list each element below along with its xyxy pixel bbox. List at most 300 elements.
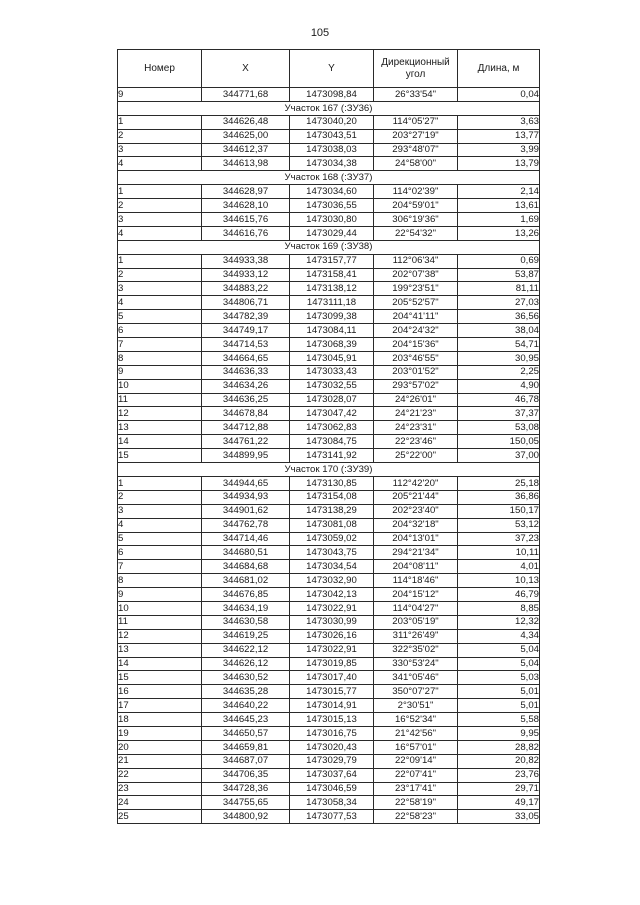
point-number: 10 <box>118 379 202 393</box>
table-row <box>118 421 540 435</box>
x-coordinate: 344944,65 <box>202 476 290 490</box>
table-row <box>118 338 540 352</box>
y-coordinate: 1473154,08 <box>290 490 374 504</box>
y-coordinate: 1473043,75 <box>290 546 374 560</box>
table-row <box>118 754 540 768</box>
table-row <box>118 518 540 532</box>
direction-angle: 306°19'36" <box>374 213 458 227</box>
y-coordinate: 1473026,16 <box>290 629 374 643</box>
table-row <box>118 601 540 615</box>
x-coordinate: 344800,92 <box>202 810 290 824</box>
direction-angle: 322°35'02" <box>374 643 458 657</box>
direction-angle: 199°23'51" <box>374 282 458 296</box>
table-row <box>118 296 540 310</box>
direction-angle: 22°09'14" <box>374 754 458 768</box>
table-row <box>118 810 540 824</box>
y-coordinate: 1473017,40 <box>290 671 374 685</box>
x-coordinate: 344728,36 <box>202 782 290 796</box>
point-number: 15 <box>118 671 202 685</box>
length: 5,03 <box>458 671 540 685</box>
x-coordinate: 344628,97 <box>202 185 290 199</box>
point-number: 21 <box>118 754 202 768</box>
point-number: 20 <box>118 740 202 754</box>
y-coordinate: 1473030,80 <box>290 213 374 227</box>
section-title: Участок 170 (:ЗУ39) <box>118 463 540 477</box>
direction-angle: 204°59'01" <box>374 199 458 213</box>
table-row <box>118 199 540 213</box>
x-coordinate: 344664,65 <box>202 351 290 365</box>
x-coordinate: 344619,25 <box>202 629 290 643</box>
table-row <box>118 699 540 713</box>
y-coordinate: 1473111,18 <box>290 296 374 310</box>
length: 13,77 <box>458 129 540 143</box>
x-coordinate: 344883,22 <box>202 282 290 296</box>
direction-angle: 205°52'57" <box>374 296 458 310</box>
table-row <box>118 88 540 102</box>
length: 27,03 <box>458 296 540 310</box>
x-coordinate: 344635,28 <box>202 685 290 699</box>
direction-angle: 24°26'01" <box>374 393 458 407</box>
direction-angle: 311°26'49" <box>374 629 458 643</box>
length: 33,05 <box>458 810 540 824</box>
table-row <box>118 574 540 588</box>
y-coordinate: 1473130,85 <box>290 476 374 490</box>
y-coordinate: 1473022,91 <box>290 643 374 657</box>
point-number: 18 <box>118 713 202 727</box>
header-x: X <box>202 50 290 88</box>
x-coordinate: 344630,58 <box>202 615 290 629</box>
y-coordinate: 1473034,60 <box>290 185 374 199</box>
y-coordinate: 1473029,79 <box>290 754 374 768</box>
x-coordinate: 344934,93 <box>202 490 290 504</box>
y-coordinate: 1473014,91 <box>290 699 374 713</box>
x-coordinate: 344645,23 <box>202 713 290 727</box>
length: 150,05 <box>458 435 540 449</box>
y-coordinate: 1473015,77 <box>290 685 374 699</box>
x-coordinate: 344625,00 <box>202 129 290 143</box>
length: 2,14 <box>458 185 540 199</box>
point-number: 4 <box>118 157 202 171</box>
table-row <box>118 504 540 518</box>
y-coordinate: 1473158,41 <box>290 268 374 282</box>
point-number: 2 <box>118 490 202 504</box>
point-number: 5 <box>118 310 202 324</box>
length: 5,01 <box>458 685 540 699</box>
length: 3,99 <box>458 143 540 157</box>
table-row <box>118 324 540 338</box>
y-coordinate: 1473042,13 <box>290 588 374 602</box>
length: 5,04 <box>458 643 540 657</box>
length: 4,01 <box>458 560 540 574</box>
length: 29,71 <box>458 782 540 796</box>
direction-angle: 293°57'02" <box>374 379 458 393</box>
section-row <box>118 463 540 477</box>
length: 53,12 <box>458 518 540 532</box>
point-number: 5 <box>118 532 202 546</box>
y-coordinate: 1473022,91 <box>290 601 374 615</box>
y-coordinate: 1473032,90 <box>290 574 374 588</box>
point-number: 6 <box>118 546 202 560</box>
table-row <box>118 351 540 365</box>
table-row <box>118 740 540 754</box>
table-row <box>118 796 540 810</box>
section-title: Участок 169 (:ЗУ38) <box>118 240 540 254</box>
point-number: 2 <box>118 199 202 213</box>
x-coordinate: 344650,57 <box>202 726 290 740</box>
point-number: 16 <box>118 685 202 699</box>
table-row <box>118 671 540 685</box>
direction-angle: 16°57'01" <box>374 740 458 754</box>
table-row <box>118 185 540 199</box>
table-row <box>118 393 540 407</box>
table-row <box>118 726 540 740</box>
x-coordinate: 344634,19 <box>202 601 290 615</box>
point-number: 1 <box>118 115 202 129</box>
x-coordinate: 344762,78 <box>202 518 290 532</box>
y-coordinate: 1473081,08 <box>290 518 374 532</box>
length: 0,04 <box>458 88 540 102</box>
y-coordinate: 1473068,39 <box>290 338 374 352</box>
length: 5,58 <box>458 713 540 727</box>
direction-angle: 294°21'34" <box>374 546 458 560</box>
point-number: 8 <box>118 574 202 588</box>
x-coordinate: 344678,84 <box>202 407 290 421</box>
y-coordinate: 1473030,99 <box>290 615 374 629</box>
x-coordinate: 344712,88 <box>202 421 290 435</box>
direction-angle: 114°04'27" <box>374 601 458 615</box>
direction-angle: 112°06'34" <box>374 254 458 268</box>
x-coordinate: 344761,22 <box>202 435 290 449</box>
length: 30,95 <box>458 351 540 365</box>
x-coordinate: 344714,53 <box>202 338 290 352</box>
y-coordinate: 1473099,38 <box>290 310 374 324</box>
y-coordinate: 1473038,03 <box>290 143 374 157</box>
length: 9,95 <box>458 726 540 740</box>
y-coordinate: 1473034,38 <box>290 157 374 171</box>
x-coordinate: 344616,76 <box>202 226 290 240</box>
point-number: 7 <box>118 338 202 352</box>
y-coordinate: 1473046,59 <box>290 782 374 796</box>
section-title: Участок 167 (:ЗУ36) <box>118 101 540 115</box>
direction-angle: 26°33'54" <box>374 88 458 102</box>
y-coordinate: 1473045,91 <box>290 351 374 365</box>
y-coordinate: 1473098,84 <box>290 88 374 102</box>
direction-angle: 2°30'51" <box>374 699 458 713</box>
direction-angle: 22°58'19" <box>374 796 458 810</box>
direction-angle: 204°15'36" <box>374 338 458 352</box>
y-coordinate: 1473084,75 <box>290 435 374 449</box>
direction-angle: 114°02'39" <box>374 185 458 199</box>
y-coordinate: 1473028,07 <box>290 393 374 407</box>
table-row <box>118 768 540 782</box>
direction-angle: 341°05'46" <box>374 671 458 685</box>
direction-angle: 204°24'32" <box>374 324 458 338</box>
length: 46,79 <box>458 588 540 602</box>
table-row <box>118 435 540 449</box>
section-row <box>118 101 540 115</box>
table-row <box>118 115 540 129</box>
point-number: 3 <box>118 282 202 296</box>
length: 49,17 <box>458 796 540 810</box>
x-coordinate: 344659,81 <box>202 740 290 754</box>
table-row <box>118 560 540 574</box>
point-number: 9 <box>118 588 202 602</box>
y-coordinate: 1473141,92 <box>290 449 374 463</box>
point-number: 8 <box>118 351 202 365</box>
table-row <box>118 546 540 560</box>
y-coordinate: 1473138,12 <box>290 282 374 296</box>
y-coordinate: 1473040,20 <box>290 115 374 129</box>
point-number: 4 <box>118 296 202 310</box>
point-number: 6 <box>118 324 202 338</box>
y-coordinate: 1473058,34 <box>290 796 374 810</box>
x-coordinate: 344626,12 <box>202 657 290 671</box>
x-coordinate: 344628,10 <box>202 199 290 213</box>
point-number: 12 <box>118 407 202 421</box>
y-coordinate: 1473016,75 <box>290 726 374 740</box>
length: 5,04 <box>458 657 540 671</box>
length: 10,11 <box>458 546 540 560</box>
x-coordinate: 344749,17 <box>202 324 290 338</box>
point-number: 25 <box>118 810 202 824</box>
header-y: Y <box>290 50 374 88</box>
point-number: 9 <box>118 365 202 379</box>
x-coordinate: 344933,38 <box>202 254 290 268</box>
direction-angle: 24°58'00" <box>374 157 458 171</box>
length: 37,37 <box>458 407 540 421</box>
length: 0,69 <box>458 254 540 268</box>
y-coordinate: 1473047,42 <box>290 407 374 421</box>
direction-angle: 203°27'19" <box>374 129 458 143</box>
y-coordinate: 1473043,51 <box>290 129 374 143</box>
direction-angle: 293°48'07" <box>374 143 458 157</box>
point-number: 11 <box>118 615 202 629</box>
length: 36,56 <box>458 310 540 324</box>
table-row <box>118 226 540 240</box>
length: 13,61 <box>458 199 540 213</box>
table-row <box>118 615 540 629</box>
length: 28,82 <box>458 740 540 754</box>
length: 20,82 <box>458 754 540 768</box>
point-number: 23 <box>118 782 202 796</box>
table-row <box>118 282 540 296</box>
direction-angle: 22°58'23" <box>374 810 458 824</box>
x-coordinate: 344676,85 <box>202 588 290 602</box>
direction-angle: 114°05'27" <box>374 115 458 129</box>
direction-angle: 202°07'38" <box>374 268 458 282</box>
y-coordinate: 1473062,83 <box>290 421 374 435</box>
x-coordinate: 344622,12 <box>202 643 290 657</box>
point-number: 19 <box>118 726 202 740</box>
point-number: 3 <box>118 213 202 227</box>
y-coordinate: 1473034,54 <box>290 560 374 574</box>
length: 4,90 <box>458 379 540 393</box>
point-number: 1 <box>118 185 202 199</box>
point-number: 9 <box>118 88 202 102</box>
x-coordinate: 344687,07 <box>202 754 290 768</box>
length: 13,79 <box>458 157 540 171</box>
table-row <box>118 657 540 671</box>
y-coordinate: 1473036,55 <box>290 199 374 213</box>
point-number: 14 <box>118 657 202 671</box>
section-row <box>118 240 540 254</box>
table-row <box>118 143 540 157</box>
point-number: 10 <box>118 601 202 615</box>
length: 38,04 <box>458 324 540 338</box>
direction-angle: 112°42'20" <box>374 476 458 490</box>
table-row <box>118 268 540 282</box>
table-row <box>118 254 540 268</box>
header-angle: Дирекционный угол <box>374 50 458 88</box>
table-row <box>118 713 540 727</box>
x-coordinate: 344782,39 <box>202 310 290 324</box>
table-row <box>118 310 540 324</box>
table-row <box>118 629 540 643</box>
point-number: 2 <box>118 268 202 282</box>
point-number: 2 <box>118 129 202 143</box>
length: 36,86 <box>458 490 540 504</box>
direction-angle: 204°08'11" <box>374 560 458 574</box>
y-coordinate: 1473032,55 <box>290 379 374 393</box>
header-row <box>118 50 540 88</box>
direction-angle: 22°54'32" <box>374 226 458 240</box>
direction-angle: 24°23'31" <box>374 421 458 435</box>
table-row <box>118 643 540 657</box>
length: 37,00 <box>458 449 540 463</box>
direction-angle: 25°22'00" <box>374 449 458 463</box>
coordinates-table <box>117 49 540 824</box>
x-coordinate: 344626,48 <box>202 115 290 129</box>
length: 12,32 <box>458 615 540 629</box>
direction-angle: 16°52'34" <box>374 713 458 727</box>
point-number: 14 <box>118 435 202 449</box>
x-coordinate: 344636,25 <box>202 393 290 407</box>
table-row <box>118 532 540 546</box>
x-coordinate: 344636,33 <box>202 365 290 379</box>
table-row <box>118 449 540 463</box>
direction-angle: 203°01'52" <box>374 365 458 379</box>
point-number: 12 <box>118 629 202 643</box>
direction-angle: 22°07'41" <box>374 768 458 782</box>
point-number: 4 <box>118 226 202 240</box>
y-coordinate: 1473037,64 <box>290 768 374 782</box>
x-coordinate: 344684,68 <box>202 560 290 574</box>
length: 13,26 <box>458 226 540 240</box>
section-row <box>118 171 540 185</box>
length: 46,78 <box>458 393 540 407</box>
point-number: 17 <box>118 699 202 713</box>
point-number: 24 <box>118 796 202 810</box>
length: 54,71 <box>458 338 540 352</box>
table-row <box>118 490 540 504</box>
table-row <box>118 365 540 379</box>
header-num: Номер <box>118 50 202 88</box>
length: 150,17 <box>458 504 540 518</box>
direction-angle: 22°23'46" <box>374 435 458 449</box>
length: 1,69 <box>458 213 540 227</box>
direction-angle: 330°53'24" <box>374 657 458 671</box>
x-coordinate: 344933,12 <box>202 268 290 282</box>
x-coordinate: 344615,76 <box>202 213 290 227</box>
x-coordinate: 344680,51 <box>202 546 290 560</box>
direction-angle: 203°05'19" <box>374 615 458 629</box>
table-row <box>118 407 540 421</box>
point-number: 4 <box>118 518 202 532</box>
length: 23,76 <box>458 768 540 782</box>
table-row <box>118 782 540 796</box>
table-row <box>118 129 540 143</box>
point-number: 3 <box>118 504 202 518</box>
y-coordinate: 1473077,53 <box>290 810 374 824</box>
x-coordinate: 344612,37 <box>202 143 290 157</box>
direction-angle: 114°18'46" <box>374 574 458 588</box>
table-body <box>118 88 540 824</box>
length: 2,25 <box>458 365 540 379</box>
y-coordinate: 1473157,77 <box>290 254 374 268</box>
point-number: 1 <box>118 476 202 490</box>
x-coordinate: 344714,46 <box>202 532 290 546</box>
x-coordinate: 344771,68 <box>202 88 290 102</box>
table-row <box>118 379 540 393</box>
y-coordinate: 1473138,29 <box>290 504 374 518</box>
y-coordinate: 1473033,43 <box>290 365 374 379</box>
direction-angle: 21°42'56" <box>374 726 458 740</box>
direction-angle: 202°23'40" <box>374 504 458 518</box>
table-row <box>118 588 540 602</box>
x-coordinate: 344640,22 <box>202 699 290 713</box>
x-coordinate: 344899,95 <box>202 449 290 463</box>
length: 8,85 <box>458 601 540 615</box>
point-number: 7 <box>118 560 202 574</box>
direction-angle: 350°07'27" <box>374 685 458 699</box>
point-number: 15 <box>118 449 202 463</box>
length: 53,08 <box>458 421 540 435</box>
x-coordinate: 344806,71 <box>202 296 290 310</box>
direction-angle: 23°17'41" <box>374 782 458 796</box>
direction-angle: 204°32'18" <box>374 518 458 532</box>
page-number: 105 <box>310 27 330 39</box>
y-coordinate: 1473020,43 <box>290 740 374 754</box>
x-coordinate: 344634,26 <box>202 379 290 393</box>
y-coordinate: 1473059,02 <box>290 532 374 546</box>
table-row <box>118 685 540 699</box>
table-row <box>118 213 540 227</box>
table-row <box>118 157 540 171</box>
direction-angle: 204°15'12" <box>374 588 458 602</box>
y-coordinate: 1473084,11 <box>290 324 374 338</box>
y-coordinate: 1473015,13 <box>290 713 374 727</box>
direction-angle: 205°21'44" <box>374 490 458 504</box>
table-row <box>118 476 540 490</box>
point-number: 1 <box>118 254 202 268</box>
section-title: Участок 168 (:ЗУ37) <box>118 171 540 185</box>
x-coordinate: 344755,65 <box>202 796 290 810</box>
point-number: 11 <box>118 393 202 407</box>
length: 25,18 <box>458 476 540 490</box>
x-coordinate: 344613,98 <box>202 157 290 171</box>
direction-angle: 203°46'55" <box>374 351 458 365</box>
direction-angle: 24°21'23" <box>374 407 458 421</box>
y-coordinate: 1473019,85 <box>290 657 374 671</box>
x-coordinate: 344681,02 <box>202 574 290 588</box>
point-number: 13 <box>118 643 202 657</box>
length: 4,34 <box>458 629 540 643</box>
point-number: 3 <box>118 143 202 157</box>
x-coordinate: 344901,62 <box>202 504 290 518</box>
point-number: 13 <box>118 421 202 435</box>
length: 37,23 <box>458 532 540 546</box>
length: 53,87 <box>458 268 540 282</box>
